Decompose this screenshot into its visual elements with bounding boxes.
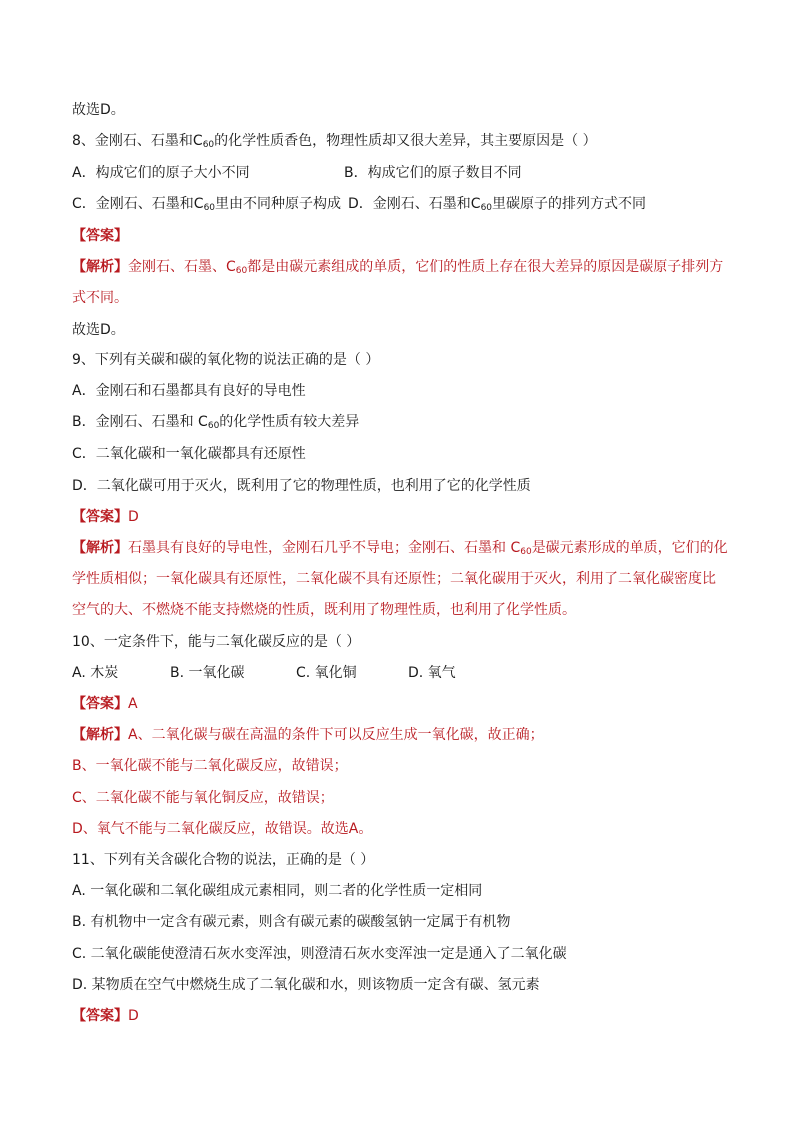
q10-answer: 【答案】A (72, 696, 138, 712)
q9-option-c: C．二氧化碳和一氧化碳都具有还原性 (72, 446, 306, 462)
q10-analysis-line-2: B、一氧化碳不能与二氧化碳反应，故错误； (72, 758, 348, 774)
q9-analysis-line-3: 空气的大、不燃烧不能支持燃烧的性质，既利用了物理性质，也利用了化学性质。 (72, 602, 576, 618)
q8-analysis-line-2: 式不同。 (72, 290, 128, 306)
question-11-stem: 11、下列有关含碳化合物的说法，正确的是（ ） (72, 852, 375, 868)
q8-answer: 【答案】 (72, 228, 128, 244)
q8-option-a: A．构成它们的原子大小不同 (72, 165, 250, 181)
q11-option-a: A. 一氧化碳和二氧化碳组成元素相同，则二者的化学性质一定相同 (72, 883, 483, 899)
q9-analysis-line-1: 【解析】石墨具有良好的导电性，金刚石几乎不导电；金刚石、石墨和 $C_{60}$是碳元素形成的单质，它们的化 (72, 540, 728, 557)
q10-analysis-line-4: D、氧气不能与二氧化碳反应，故错误。故选A。 (72, 821, 373, 837)
q10-option-a: A. 木炭 (72, 665, 119, 681)
q9-option-b: B．金刚石、石墨和 $C_{60}$的化学性质有较大差异 (72, 414, 360, 431)
q9-analysis-line-2: 学性质相似；一氧化碳具有还原性，二氧化碳不具有还原性；二氧化碳用于灭火，利用了二氧化碳密度比 (72, 571, 716, 587)
q11-option-b: B. 有机物中一定含有碳元素，则含有碳元素的碳酸氢钠一定属于有机物 (72, 914, 511, 930)
q11-option-d: D. 某物质在空气中燃烧生成了二氧化碳和水，则该物质一定含有碳、氢元素 (72, 977, 540, 993)
q9-option-d: D．二氧化碳可用于灭火，既利用了它的物理性质，也利用了它的化学性质 (72, 478, 531, 494)
q8-conclusion: 故选D。 (72, 322, 125, 338)
q8-option-b: B．构成它们的原子数目不同 (344, 165, 522, 181)
q10-analysis-line-3: C、二氧化碳不能与氧化铜反应，故错误； (72, 790, 334, 806)
q8-option-c: C．金刚石、石墨和$C_{60}$里由不同种原子构成 (72, 196, 342, 213)
q10-option-b: B. 一氧化碳 (170, 665, 245, 681)
q9-option-a: A．金刚石和石墨都具有良好的导电性 (72, 383, 306, 399)
question-9-stem: 9、下列有关碳和碳的氧化物的说法正确的是（ ） (72, 352, 380, 368)
question-10-stem: 10、一定条件下，能与二氧化碳反应的是（ ） (72, 634, 361, 650)
question-8-stem: 8、金刚石、石墨和$C_{60}$的化学性质香色，物理性质却又很大差异，其主要原因是（ ） (72, 133, 597, 150)
q10-option-c: C. 氧化铜 (296, 665, 357, 681)
q8-analysis-line-1: 【解析】金刚石、石墨、$C_{60}$都是由碳元素组成的单质，它们的性质上存在很大差异的原因是碳原子排列方 (72, 259, 724, 276)
q11-option-c: C. 二氧化碳能使澄清石灰水变浑浊，则澄清石灰水变浑浊一定是通入了二氧化碳 (72, 946, 567, 962)
q8-option-d: D．金刚石、石墨和$C_{60}$里碳原子的排列方式不同 (348, 196, 647, 213)
q10-option-d: D. 氧气 (408, 665, 456, 681)
q7-conclusion: 故选D。 (72, 102, 125, 118)
q11-answer: 【答案】D (72, 1008, 139, 1024)
q9-answer: 【答案】D (72, 509, 139, 525)
q10-analysis-line-1: 【解析】A、二氧化碳与碳在高温的条件下可以反应生成一氧化碳，故正确； (72, 727, 544, 743)
